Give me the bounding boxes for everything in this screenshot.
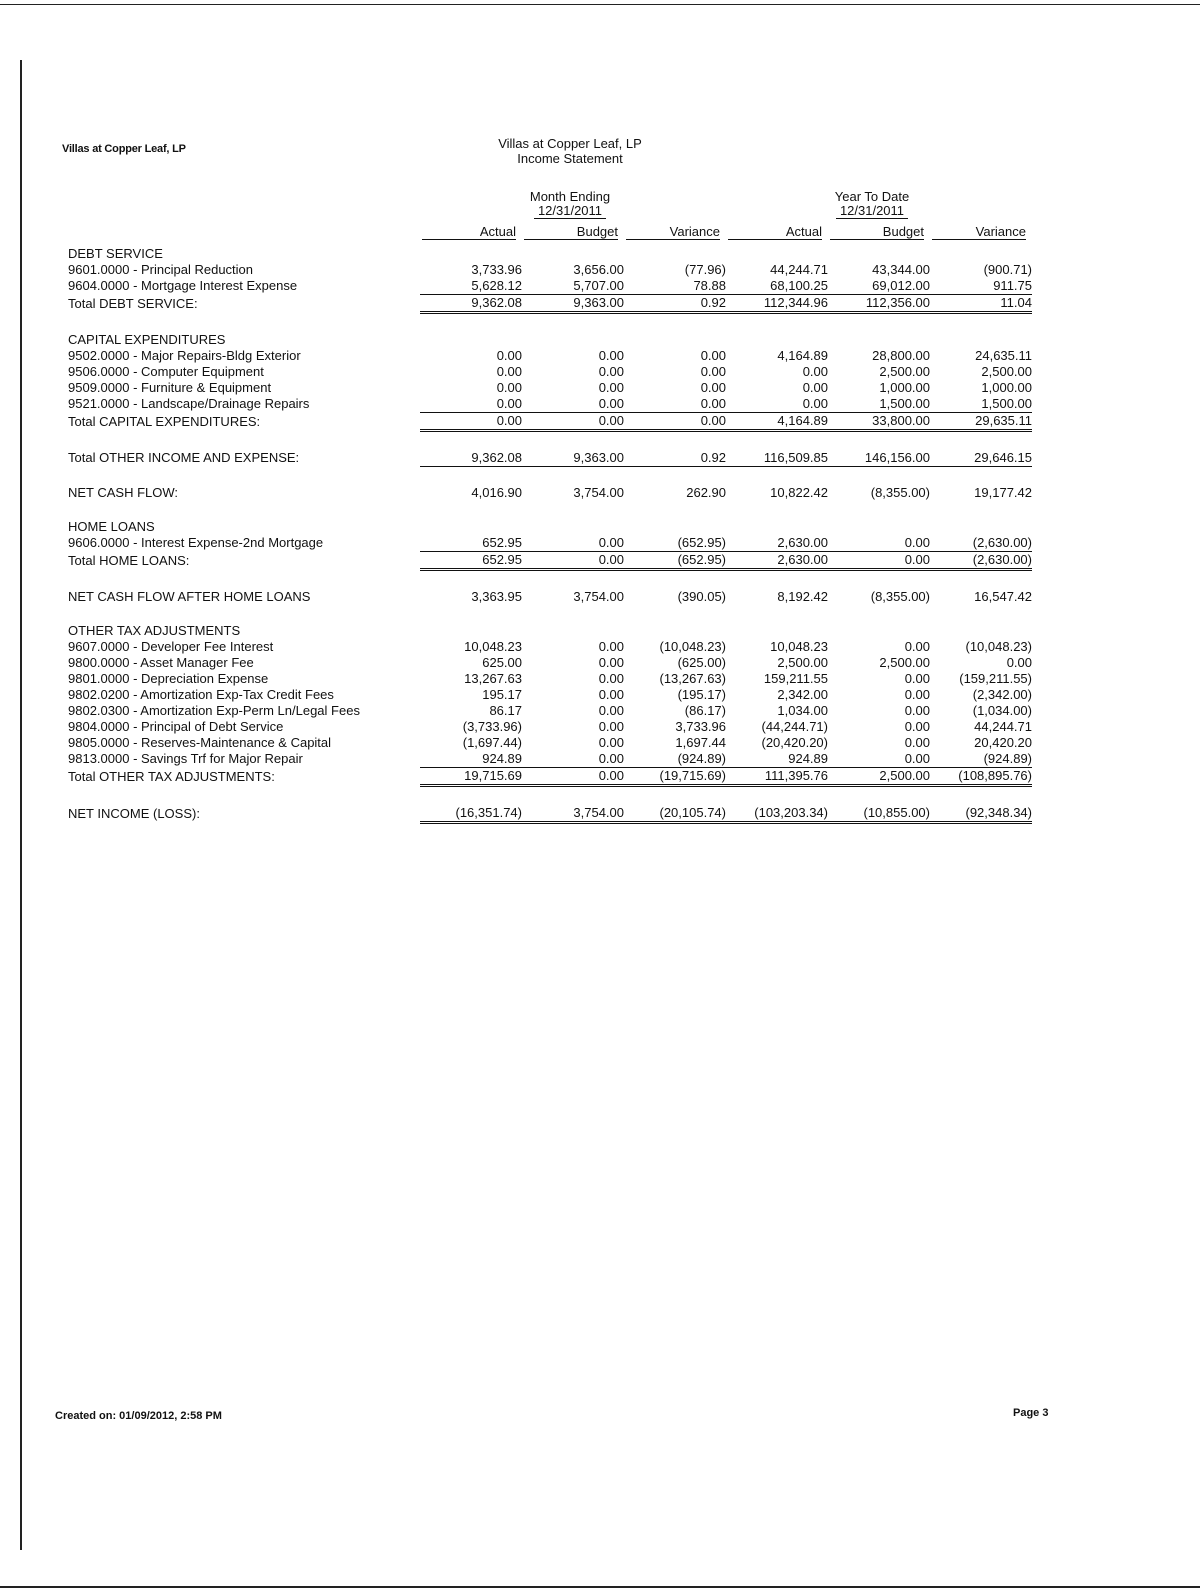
amount-cell: 0.00 — [828, 552, 930, 570]
spacer-row — [68, 467, 1032, 486]
amount-cell — [930, 519, 1032, 535]
col-header-month-budget: Budget — [524, 224, 618, 240]
total-row — [68, 552, 1032, 570]
amount-cell: 5,707.00 — [522, 278, 624, 295]
amount-cell: (652.95) — [624, 552, 726, 570]
amount-cell — [522, 623, 624, 639]
item-label: 9502.0000 - Major Repairs-Bldg Exterior — [68, 348, 301, 363]
amount-cell: 0.00 — [598, 348, 624, 363]
amount-cell: (625.00) — [677, 655, 726, 670]
amount-cell: 146,156.00 — [828, 450, 930, 467]
section-label: DEBT SERVICE — [68, 246, 163, 261]
amount-cell: (2,630.00) — [930, 552, 1032, 570]
amount-cell — [726, 332, 828, 348]
amount-cell: 1,000.00 — [879, 380, 930, 395]
item-label: 9805.0000 - Reserves-Maintenance & Capital — [68, 735, 332, 750]
amount-cell: (652.95) — [624, 535, 726, 552]
amount-cell: 2,500.00 — [981, 364, 1032, 379]
amount-cell: 28,800.00 — [872, 348, 930, 363]
amount-cell — [522, 519, 624, 535]
item-row — [68, 703, 1032, 719]
amount-cell: 2,500.00 — [777, 655, 828, 670]
amount-cell — [420, 246, 522, 262]
amount-cell: 262.90 — [686, 485, 726, 500]
item-row — [68, 262, 1032, 278]
amount-cell: 10,048.23 — [464, 639, 522, 654]
amount-cell: 652.95 — [420, 535, 522, 552]
spacer-row — [68, 786, 1032, 806]
amount-cell: 1,697.44 — [675, 735, 726, 750]
amount-cell — [930, 332, 1032, 348]
amount-cell: 20,420.20 — [974, 735, 1032, 750]
item-row — [68, 364, 1032, 380]
amount-cell: 0.00 — [496, 348, 522, 363]
amount-cell: (10,048.23) — [965, 639, 1032, 654]
amount-cell — [420, 623, 522, 639]
amount-cell — [828, 623, 930, 639]
amount-cell: 86.17 — [489, 703, 522, 718]
grand-label: Total OTHER INCOME AND EXPENSE: — [68, 450, 300, 466]
amount-cell — [726, 519, 828, 535]
item-row — [68, 719, 1032, 735]
amount-cell: 4,164.89 — [777, 348, 828, 363]
section-label: HOME LOANS — [68, 519, 155, 534]
amount-cell: (77.96) — [684, 262, 726, 277]
amount-cell: (103,203.34) — [726, 805, 828, 823]
grand-label: NET CASH FLOW AFTER HOME LOANS — [68, 589, 311, 604]
amount-cell: 652.95 — [420, 552, 522, 570]
amount-cell: 0.00 — [598, 703, 624, 718]
amount-cell: 0.00 — [802, 380, 828, 395]
amount-cell: 0.00 — [828, 751, 930, 768]
amount-cell: 0.00 — [598, 735, 624, 750]
page-number: Page 3 — [1013, 1407, 1049, 1419]
amount-cell: 0.00 — [598, 655, 624, 670]
amount-cell: 112,356.00 — [828, 295, 930, 313]
spacer-row — [68, 605, 1032, 623]
item-row — [68, 348, 1032, 364]
amount-cell: 0.92 — [624, 450, 726, 467]
amount-cell: 5,628.12 — [420, 278, 522, 295]
amount-cell — [624, 332, 726, 348]
item-label: 9521.0000 - Landscape/Drainage Repairs — [68, 396, 310, 412]
amount-cell — [624, 519, 726, 535]
amount-cell: (900.71) — [983, 262, 1032, 277]
item-row — [68, 671, 1032, 687]
company-name: Villas at Copper Leaf, LP — [62, 143, 186, 155]
amount-cell: (86.17) — [684, 703, 726, 718]
amount-cell: 0.00 — [420, 396, 522, 413]
item-row — [68, 380, 1032, 396]
amount-cell: 2,500.00 — [828, 768, 930, 786]
col-header-ytd-variance: Variance — [932, 224, 1026, 240]
amount-cell: 3,363.95 — [471, 589, 522, 604]
amount-cell: (159,211.55) — [959, 671, 1032, 686]
amount-cell: 10,048.23 — [770, 639, 828, 654]
amount-cell — [624, 246, 726, 262]
section-row — [68, 332, 1032, 348]
amount-cell: 24,635.11 — [975, 348, 1032, 363]
year-to-date-header — [822, 190, 922, 218]
amount-cell: 33,800.00 — [828, 413, 930, 431]
item-label: 9606.0000 - Interest Expense-2nd Mortgage — [68, 535, 324, 551]
amount-cell: 625.00 — [482, 655, 522, 670]
amount-cell: (20,105.74) — [624, 805, 726, 823]
amount-cell: 0.00 — [598, 380, 624, 395]
amount-cell: (16,351.74) — [420, 805, 522, 823]
amount-cell: 9,362.08 — [420, 450, 522, 467]
amount-cell: 0.00 — [598, 687, 624, 702]
amount-cell: 78.88 — [624, 278, 726, 295]
amount-cell: 13,267.63 — [464, 671, 522, 686]
amount-cell — [828, 246, 930, 262]
amount-cell: 911.75 — [930, 278, 1032, 295]
amount-cell: (8,355.00) — [870, 485, 930, 500]
item-label: 9802.0200 - Amortization Exp-Tax Credit Fees — [68, 687, 334, 702]
report-title-company: Villas at Copper Leaf, LP — [498, 136, 642, 151]
amount-cell: 0.00 — [904, 735, 930, 750]
left-margin-line — [20, 60, 22, 1550]
amount-cell: 1,500.00 — [828, 396, 930, 413]
amount-cell: (195.17) — [677, 687, 726, 702]
amount-cell: 0.00 — [904, 703, 930, 718]
amount-cell: (20,420.20) — [761, 735, 828, 750]
amount-cell: 19,177.42 — [974, 485, 1032, 500]
amount-cell: 0.00 — [598, 671, 624, 686]
amount-cell: 3,754.00 — [522, 805, 624, 823]
amount-cell: 8,192.42 — [777, 589, 828, 604]
amount-cell: 0.92 — [624, 295, 726, 313]
item-row — [68, 639, 1032, 655]
amount-cell: 3,656.00 — [573, 262, 624, 277]
amount-cell: 29,635.11 — [930, 413, 1032, 431]
amount-cell: 0.00 — [904, 687, 930, 702]
amount-cell: (924.89) — [624, 751, 726, 768]
amount-cell: (1,034.00) — [972, 703, 1032, 718]
amount-cell — [522, 246, 624, 262]
section-row — [68, 623, 1032, 639]
item-label: 9813.0000 - Savings Trf for Major Repair — [68, 751, 303, 767]
total-label: Total CAPITAL EXPENDITURES: — [68, 413, 261, 429]
amount-cell: 159,211.55 — [763, 671, 828, 686]
total-row — [68, 768, 1032, 786]
item-label: 9804.0000 - Principal of Debt Service — [68, 719, 284, 734]
grand-row — [68, 485, 1032, 501]
amount-cell: 2,630.00 — [726, 535, 828, 552]
item-row — [68, 687, 1032, 703]
amount-cell: 3,733.96 — [471, 262, 522, 277]
amount-cell: 0.00 — [726, 396, 828, 413]
item-row — [68, 396, 1032, 413]
amount-cell: (924.89) — [930, 751, 1032, 768]
amount-cell: 69,012.00 — [828, 278, 930, 295]
amount-cell: 0.00 — [522, 396, 624, 413]
amount-cell: 0.00 — [828, 535, 930, 552]
amount-cell: 116,509.85 — [726, 450, 828, 467]
item-label: 9800.0000 - Asset Manager Fee — [68, 655, 254, 670]
grand-label: NET CASH FLOW: — [68, 485, 179, 500]
amount-cell — [726, 623, 828, 639]
item-label: 9607.0000 - Developer Fee Interest — [68, 639, 274, 654]
amount-cell: 4,164.89 — [726, 413, 828, 431]
amount-cell: 3,754.00 — [573, 485, 624, 500]
total-row — [68, 295, 1032, 313]
amount-cell: (1,697.44) — [462, 735, 522, 750]
amount-cell: 0.00 — [522, 535, 624, 552]
report-title-name: Income Statement — [517, 151, 623, 166]
amount-cell: 0.00 — [496, 380, 522, 395]
item-label: 9802.0300 - Amortization Exp-Perm Ln/Legal Fees — [68, 703, 360, 718]
amount-cell: 0.00 — [598, 719, 624, 734]
year-to-date-label: Year To Date — [834, 189, 910, 204]
amount-cell — [522, 332, 624, 348]
amount-cell: 10,822.42 — [770, 485, 828, 500]
amount-cell: (2,630.00) — [930, 535, 1032, 552]
amount-cell: 1,000.00 — [981, 380, 1032, 395]
spacer-row — [68, 313, 1032, 333]
amount-cell: 2,500.00 — [879, 655, 930, 670]
amount-cell: 11.04 — [930, 295, 1032, 313]
amount-cell: 1,500.00 — [930, 396, 1032, 413]
amount-cell: 0.00 — [904, 639, 930, 654]
item-label: 9509.0000 - Furniture & Equipment — [68, 380, 272, 395]
amount-cell: 19,715.69 — [420, 768, 522, 786]
month-ending-label: Month Ending — [529, 189, 611, 204]
amount-cell: 29,646.15 — [930, 450, 1032, 467]
month-ending-header — [520, 190, 620, 218]
spacer-row — [68, 431, 1032, 451]
report-title — [470, 136, 670, 166]
amount-cell: 68,100.25 — [726, 278, 828, 295]
amount-cell: 0.00 — [624, 413, 726, 431]
amount-cell: 0.00 — [904, 719, 930, 734]
amount-cell: 43,344.00 — [872, 262, 930, 277]
amount-cell — [828, 519, 930, 535]
col-header-ytd-actual: Actual — [728, 224, 822, 240]
item-label: 9801.0000 - Depreciation Expense — [68, 671, 269, 686]
amount-cell: 0.00 — [522, 552, 624, 570]
grand-row — [68, 589, 1032, 605]
amount-cell — [624, 623, 726, 639]
year-to-date-date: 12/31/2011 — [836, 203, 908, 219]
item-row — [68, 655, 1032, 671]
amount-cell: 3,733.96 — [675, 719, 726, 734]
amount-cell: 924.89 — [420, 751, 522, 768]
amount-cell: 0.00 — [624, 396, 726, 413]
amount-cell: 112,344.96 — [726, 295, 828, 313]
amount-cell: (3,733.96) — [462, 719, 522, 734]
month-ending-date: 12/31/2011 — [534, 203, 606, 219]
amount-cell: 111,395.76 — [726, 768, 828, 786]
amount-cell: 0.00 — [904, 671, 930, 686]
item-row — [68, 751, 1032, 768]
grand-label: NET INCOME (LOSS): — [68, 805, 200, 821]
amount-cell: (10,048.23) — [659, 639, 726, 654]
amount-cell: (10,855.00) — [828, 805, 930, 823]
section-row — [68, 246, 1032, 262]
amount-cell: 0.00 — [522, 413, 624, 431]
amount-cell: 4,016.90 — [471, 485, 522, 500]
total-label: Total OTHER TAX ADJUSTMENTS: — [68, 768, 275, 784]
amount-cell: 44,244.71 — [770, 262, 828, 277]
col-header-month-actual: Actual — [422, 224, 516, 240]
amount-cell: 0.00 — [700, 348, 726, 363]
amount-cell — [930, 623, 1032, 639]
amount-cell: 2,342.00 — [777, 687, 828, 702]
item-label: 9506.0000 - Computer Equipment — [68, 364, 264, 379]
amount-cell — [828, 332, 930, 348]
amount-cell: 16,547.42 — [974, 589, 1032, 604]
amount-cell: 0.00 — [700, 364, 726, 379]
grand-row — [68, 450, 1032, 467]
amount-cell — [420, 332, 522, 348]
amount-cell: 195.17 — [482, 687, 522, 702]
amount-cell: (13,267.63) — [659, 671, 726, 686]
spacer-row — [68, 501, 1032, 519]
amount-cell: 1,034.00 — [777, 703, 828, 718]
amount-cell: (108,895.76) — [930, 768, 1032, 786]
amount-cell: 924.89 — [726, 751, 828, 768]
section-label: CAPITAL EXPENDITURES — [68, 332, 226, 347]
spacer-row — [68, 570, 1032, 590]
amount-cell — [726, 246, 828, 262]
amount-cell: 0.00 — [522, 768, 624, 786]
amount-cell: 0.00 — [598, 639, 624, 654]
item-label: 9601.0000 - Principal Reduction — [68, 262, 254, 277]
created-on-text: Created on: 01/09/2012, 2:58 PM — [55, 1410, 222, 1422]
item-row — [68, 278, 1032, 295]
amount-cell: (19,715.69) — [624, 768, 726, 786]
item-label: 9604.0000 - Mortgage Interest Expense — [68, 278, 298, 294]
amount-cell — [420, 519, 522, 535]
amount-cell: (390.05) — [677, 589, 726, 604]
amount-cell: (2,342.00) — [972, 687, 1032, 702]
amount-cell: 44,244.71 — [974, 719, 1032, 734]
amount-cell: 9,363.00 — [522, 295, 624, 313]
amount-cell: 0.00 — [802, 364, 828, 379]
amount-cell: 0.00 — [1006, 655, 1032, 670]
amount-cell: 9,363.00 — [522, 450, 624, 467]
section-label: OTHER TAX ADJUSTMENTS — [68, 623, 241, 638]
amount-cell — [930, 246, 1032, 262]
amount-cell: 2,500.00 — [879, 364, 930, 379]
total-label: Total HOME LOANS: — [68, 552, 190, 568]
amount-cell: 9,362.08 — [420, 295, 522, 313]
total-label: Total DEBT SERVICE: — [68, 295, 198, 311]
amount-cell: 2,630.00 — [726, 552, 828, 570]
amount-cell: (8,355.00) — [870, 589, 930, 604]
col-header-month-variance: Variance — [626, 224, 720, 240]
bottom-border — [0, 1586, 1200, 1588]
amount-cell: 0.00 — [522, 751, 624, 768]
amount-cell: 0.00 — [496, 364, 522, 379]
amount-cell: (44,244.71) — [761, 719, 828, 734]
item-row — [68, 535, 1032, 552]
amount-cell: 3,754.00 — [573, 589, 624, 604]
section-row — [68, 519, 1032, 535]
grand-row — [68, 805, 1032, 823]
col-header-ytd-budget: Budget — [830, 224, 924, 240]
top-border — [0, 4, 1200, 5]
amount-cell: (92,348.34) — [930, 805, 1032, 823]
income-statement-table — [68, 246, 1032, 824]
amount-cell: 0.00 — [700, 380, 726, 395]
amount-cell: 0.00 — [598, 364, 624, 379]
total-row — [68, 413, 1032, 431]
item-row — [68, 735, 1032, 751]
amount-cell: 0.00 — [420, 413, 522, 431]
